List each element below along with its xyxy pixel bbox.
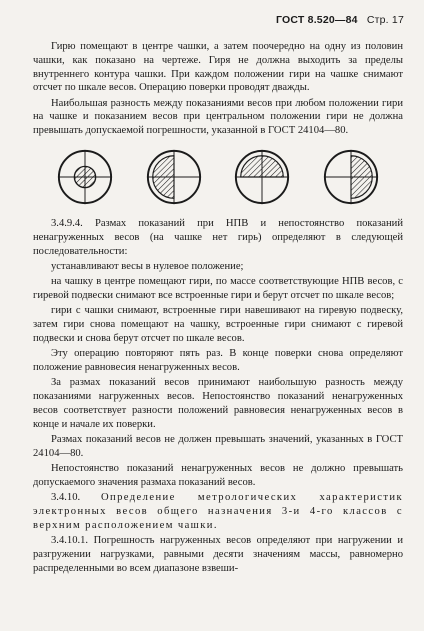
standard-number: ГОСТ 8.520—84 xyxy=(276,14,358,26)
circle-left-half-weight-icon xyxy=(145,148,203,206)
document-body xyxy=(33,40,403,577)
paragraph-step-zero: устанавливают весы в нулевое положение; xyxy=(51,260,244,272)
paragraph-range-definition: За размах показаний весов принимают наибольшую разность между показаниями нагруженных весов. Непостоянство показаний ненагруженных весов соответствует разности положений равновесия ненагруженных весов в конце и начале их поверки. xyxy=(33,377,403,430)
section-number: 3.4.10. xyxy=(51,492,81,504)
section-title: Определение метрологических характеристик электронных весов общего назначения 3-и 4-го классов с верхним расположением чашки. xyxy=(33,492,403,531)
figure-weight-positions xyxy=(33,142,403,212)
circle-center-weight-icon xyxy=(56,148,114,206)
circle-right-half-weight-icon xyxy=(322,148,380,206)
paragraph-max-difference: Наибольшая разность между показаниями весов при любом положении гири на чашке и показанием весов при центральном положении гири не должна превышать допускаемой погрешности, указанной в ГОСТ 24104—80. xyxy=(33,97,403,137)
circle-top-half-weight-icon xyxy=(233,148,291,206)
section-heading-electronic-scales xyxy=(33,491,403,532)
paragraph-loaded-error: 3.4.10.1. Погрешность нагруженных весов определяют при нагружении и разгружении нагрузками, равными десяти значениям массы, равномерно распределенными во всем диапазоне взвеши- xyxy=(33,535,403,574)
paragraph-weight-placement: Гирю помещают в центре чашки, а затем поочередно на одну из половин чашки, как показано на чертеже. Гиря не должна выходить за пределы внутреннего контура чашки. При каждом положении гири на чашке снимают отсчет по шкале весов. Операцию поверки проводят дважды. xyxy=(33,41,403,94)
paragraph-range-limit: Размах показаний весов не должен превышать значений, указанных в ГОСТ 24104—80. xyxy=(33,434,403,459)
page-number: Стр. 17 xyxy=(366,14,404,26)
paragraph-step-load: на чашку в центре помещают гири, по массе соответствующие НПВ весов, с гиревой подвески снимают все встроенные гири и берут отсчет по шкале весов; xyxy=(33,276,403,302)
paragraph-repeat: Эту операцию повторяют пять раз. В конце поверки снова определяют положение равновесия ненагруженных весов. xyxy=(33,348,403,374)
page-header xyxy=(276,14,404,26)
paragraph-instability-limit: Непостоянство показаний ненагруженных весов не должно превышать допускаемого значения размаха показаний весов. xyxy=(33,463,403,488)
paragraph-range-npv: 3.4.9.4. Размах показаний при НПВ и непостоянство показаний ненагруженных весов (на чашке нет гирь) определяют в следующей последовательности: xyxy=(33,218,403,257)
paragraph-step-unload: гири с чашки снимают, встроенные гири навешивают на гиревую подвеску, затем гири снова помещают на чашку, встроенные гири снимают с гиревой подвески и снова берут отсчет по шкале весов. xyxy=(33,305,403,344)
